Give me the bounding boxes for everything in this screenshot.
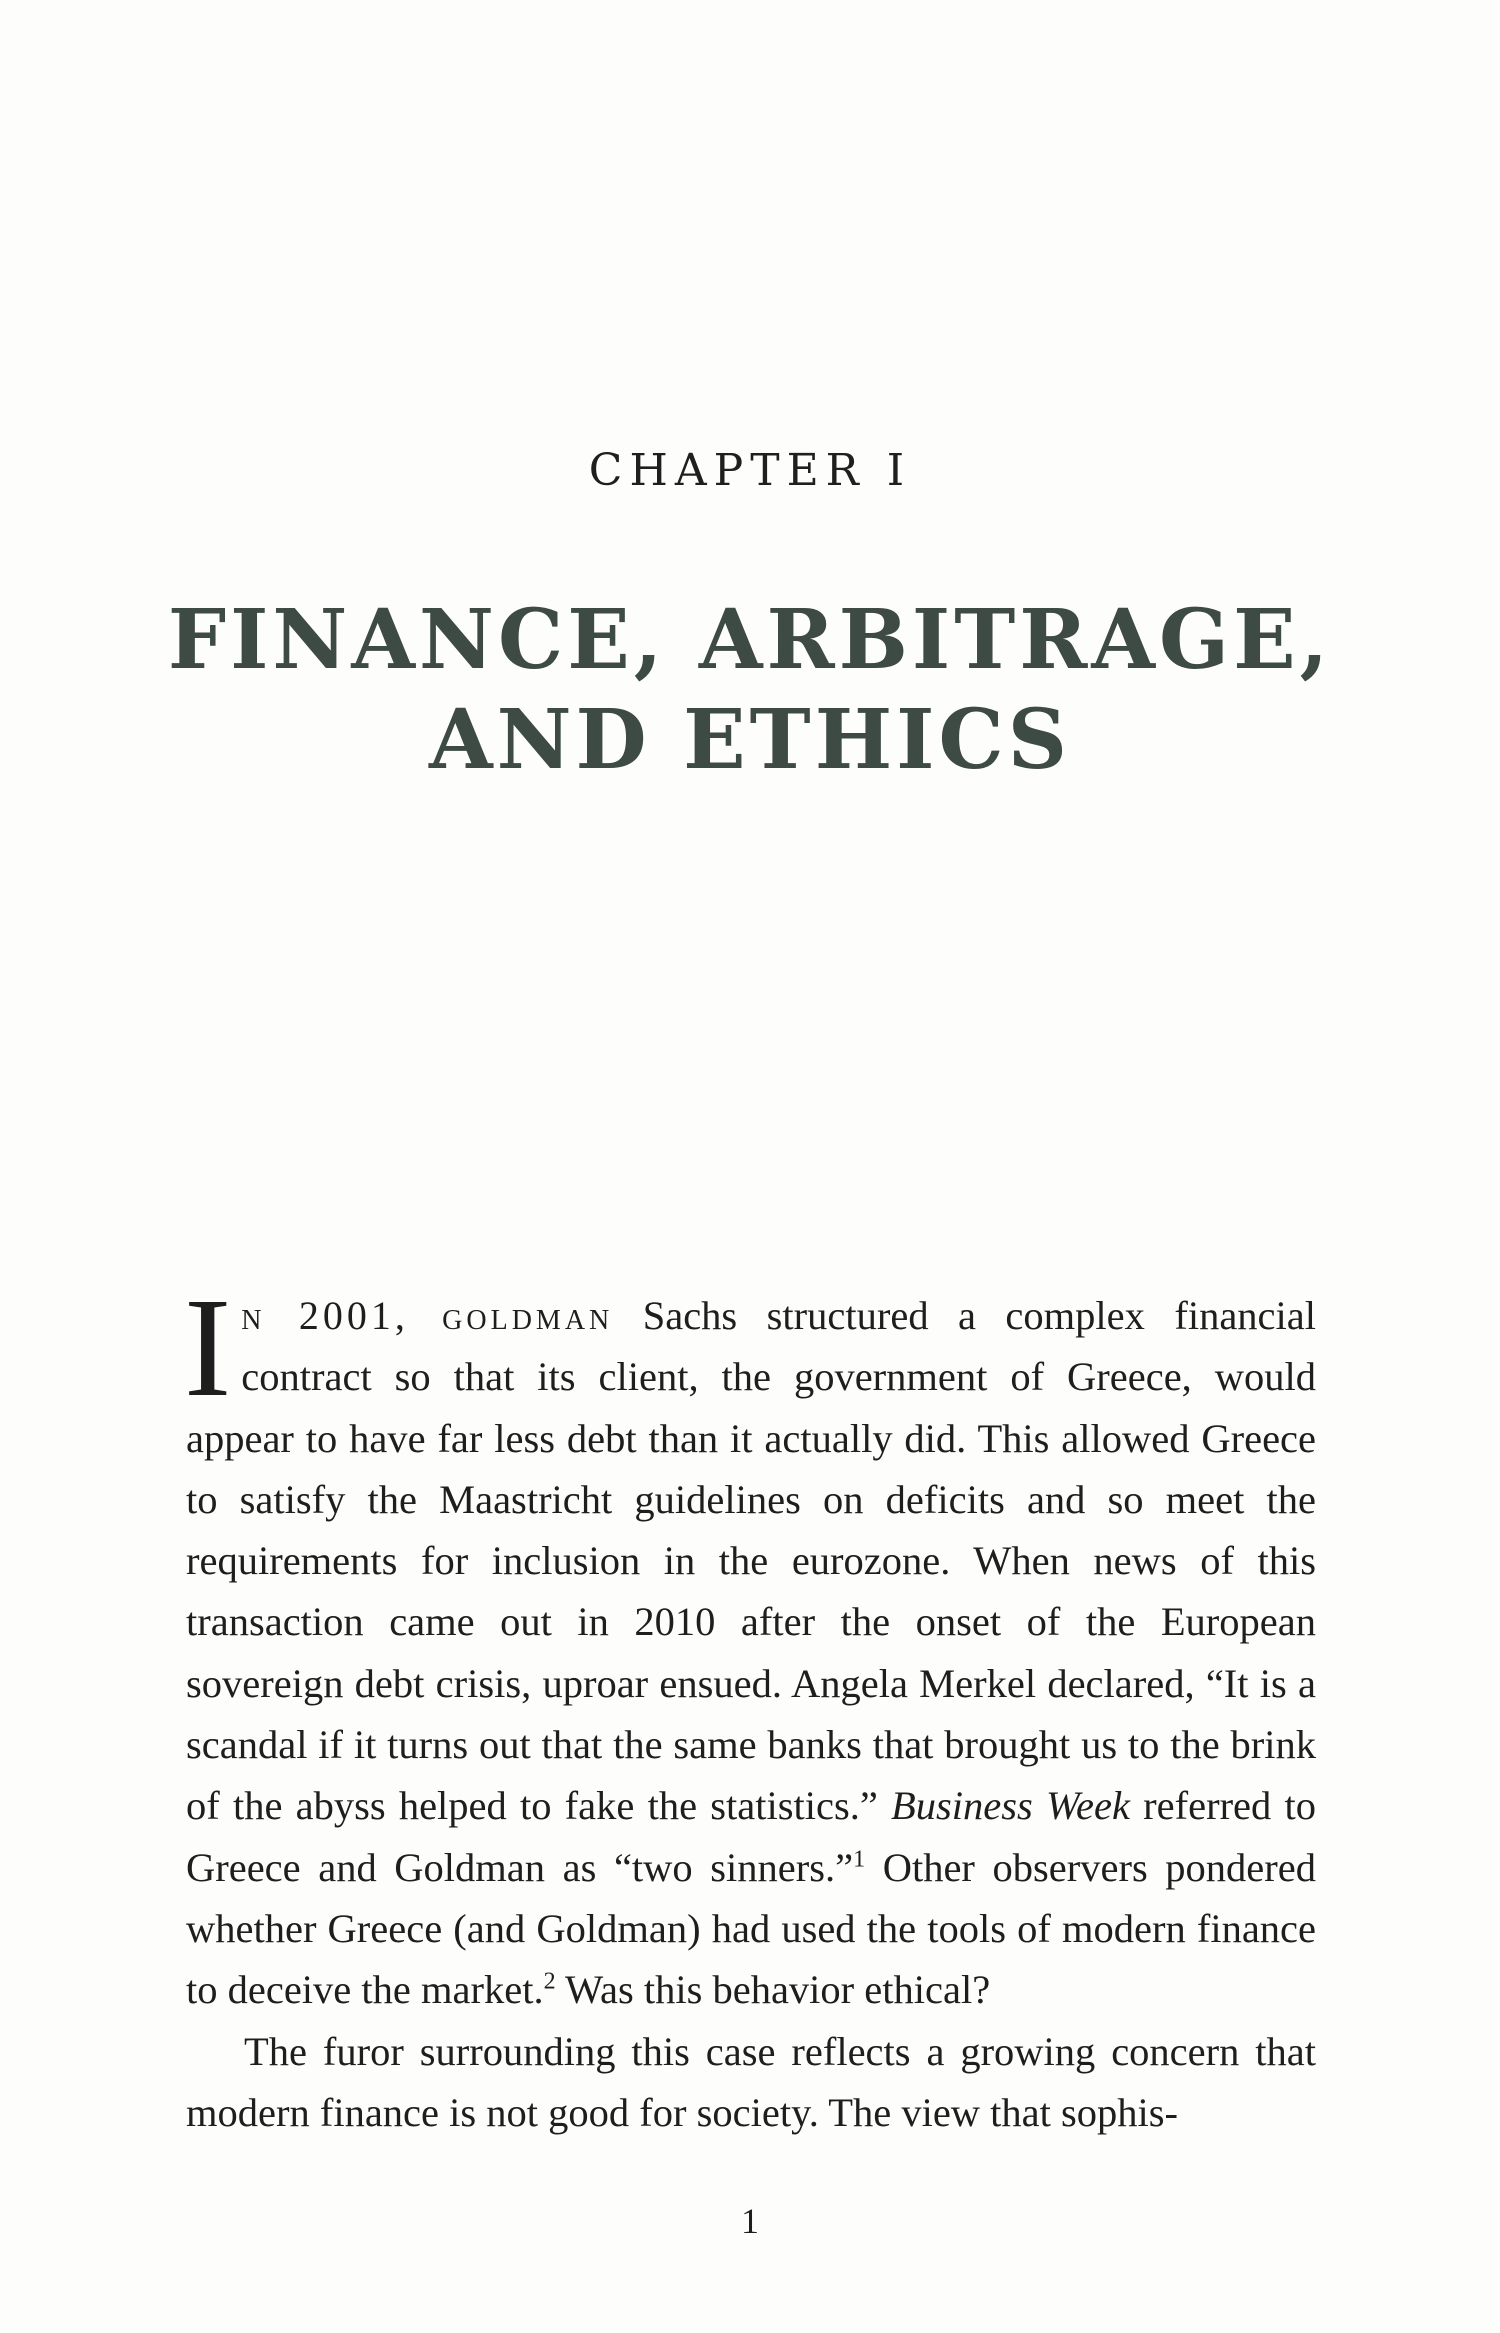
lead-in-smallcaps: n 2001, goldman [241, 1293, 614, 1338]
footnote-ref-2: 2 [543, 1968, 556, 1995]
chapter-label: CHAPTER I [588, 445, 912, 496]
chapter-title-line-1: FINANCE, ARBITRAGE, [167, 592, 1333, 688]
drop-cap: I [184, 1268, 232, 1426]
body-text [184, 1268, 1317, 2143]
chapter-title-line-2: AND ETHICS [428, 692, 1072, 788]
paragraph-2: The furor surrounding this case reflects a growing concern that modern finance is not good for society. The view that sophis- [186, 2028, 1316, 2135]
paragraph-1-text-a: Sachs structured a complex financial contract so that its client, the government of Greece, would appear to have far less debt than it actually did. This allowed Greece to satisfy the Maastricht guidelines on deficits and so meet the requirements for inclusion in the eurozone. When news of this transaction came out in 2010 after the onset of the European sovereign debt crisis, uproar ensued. Angela Merkel declared, “It is a scandal if it turns out that the same banks that brought us to the brink of the abyss helped to fake the statistics.” [186, 1293, 1317, 1829]
paragraph-1 [184, 1268, 1317, 2021]
paragraph-1-text-b: referred to Greece and Goldman as “two sinners.” [186, 1783, 1316, 1890]
paragraph-1-text-c: Other observers pondered whether Greece (and Goldman) had used the tools of modern finance to deceive the market. [186, 1844, 1316, 2013]
chapter-title [150, 590, 1350, 790]
paragraph-1-text-d: Was this behavior ethical? [555, 1967, 991, 2013]
page-number: 1 [741, 2201, 759, 2241]
publication-title: Business Week [891, 1783, 1130, 1829]
footnote-ref-1: 1 [853, 1846, 866, 1873]
